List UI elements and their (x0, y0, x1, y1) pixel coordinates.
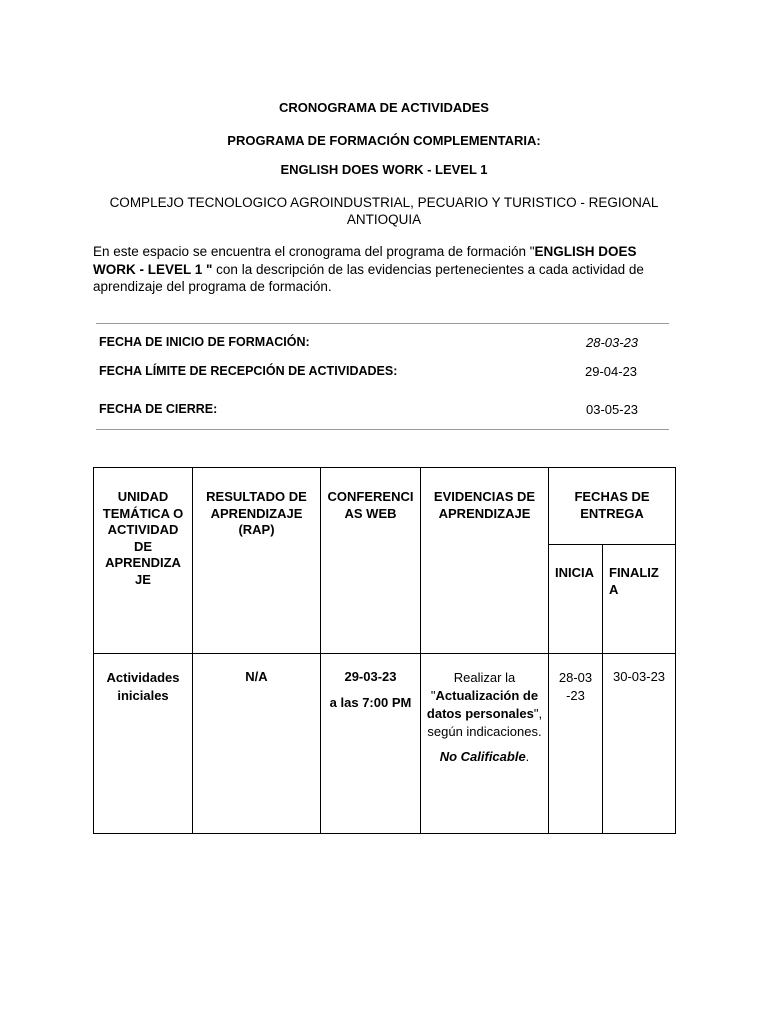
table-header-row (94, 468, 676, 545)
schedule-table (93, 467, 676, 834)
row-web-conference (321, 654, 421, 834)
evidence-text (425, 669, 544, 741)
evidence-bold: Actualización de datos personales (426, 688, 539, 721)
close-date-value: 03-05-23 (586, 402, 639, 417)
header-unit: UNIDAD TEMÁTICA O ACTIVIDAD DE APRENDIZA JE (94, 468, 193, 654)
program-label: PROGRAMA DE FORMACIÓN COMPLEMENTARIA: (227, 133, 541, 148)
evidence-note-text: No Calificable (439, 749, 526, 764)
deadline-value: 29-04-23 (585, 364, 638, 379)
start-date-label: FECHA DE INICIO DE FORMACIÓN: (99, 335, 310, 349)
row-rap: N/A (193, 654, 321, 834)
header-end: FINALIZ A (603, 545, 676, 654)
row-evidence (421, 654, 549, 834)
intro-paragraph (93, 243, 683, 296)
header-rap: RESULTADO DE APRENDIZAJE (RAP) (193, 468, 321, 654)
evidence-text-end: ", según indicaciones. (427, 706, 543, 739)
web-conference-time: a las 7:00 PM (329, 694, 412, 710)
header-start: INICIA (549, 545, 603, 654)
row-end-date: 30-03-23 (603, 654, 676, 834)
program-name: ENGLISH DOES WORK - LEVEL 1 (280, 162, 488, 177)
intro-text-end: con la descripción de las evidencias pertenecientes a cada actividad de aprendizaje del programa de formación. (93, 261, 644, 294)
divider-bottom (96, 429, 669, 430)
evidence-text-start: Realizar la " (430, 670, 516, 703)
intro-program-name: ENGLISH DOES WORK - LEVEL 1 " (93, 244, 637, 277)
table-row (94, 654, 676, 834)
header-evidence: EVIDENCIAS DE APRENDIZAJE (421, 468, 549, 654)
intro-text-start: En este espacio se encuentra el cronograma del programa de formación " (93, 244, 535, 259)
close-date-label: FECHA DE CIERRE: (99, 402, 218, 416)
campus-line-1: COMPLEJO TECNOLOGICO AGROINDUSTRIAL, PECUARIO Y TURISTICO - REGIONAL (109, 195, 659, 210)
header-web-conferences: CONFERENCI AS WEB (321, 468, 421, 654)
campus-line-2: ANTIOQUIA (346, 212, 422, 227)
evidence-note-end: . (525, 749, 530, 764)
web-conference-date: 29-03-23 (344, 669, 397, 684)
campus-name (90, 194, 678, 228)
start-date-value: 28-03-23 (586, 335, 639, 350)
document-title: CRONOGRAMA DE ACTIVIDADES (279, 100, 489, 115)
header-delivery-dates: FECHAS DE ENTREGA (549, 468, 676, 545)
deadline-label: FECHA LÍMITE DE RECEPCIÓN DE ACTIVIDADES: (99, 364, 398, 378)
divider-top (96, 323, 669, 324)
row-unit: Actividades iniciales (94, 654, 193, 834)
row-start-date: 28-03 -23 (549, 654, 603, 834)
evidence-note (425, 748, 544, 766)
